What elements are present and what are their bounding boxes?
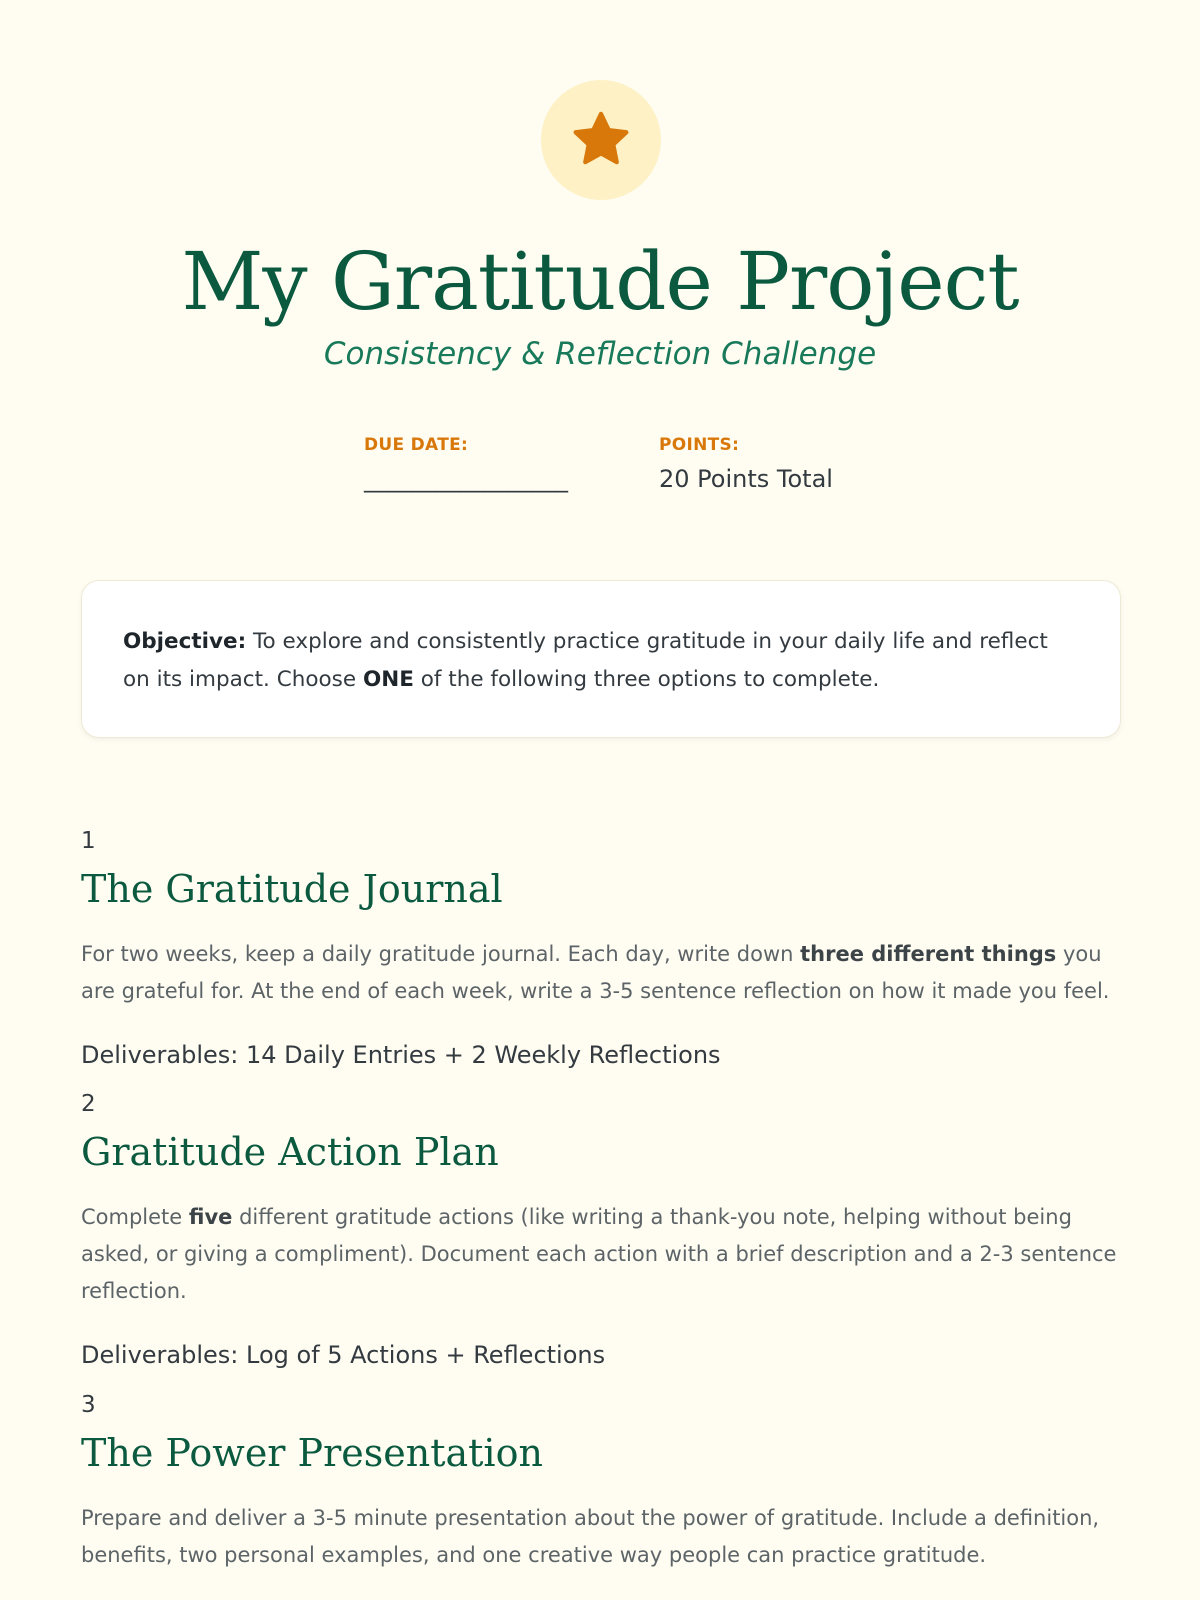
objective-emphasis: ONE	[362, 667, 414, 692]
option-number: 3	[81, 1392, 96, 1418]
due-date-label: DUE DATE:	[364, 435, 469, 455]
option-number: 2	[81, 1091, 96, 1117]
option-1	[81, 826, 1121, 1070]
option-desc-bold: three different things	[800, 942, 1057, 966]
option-desc-after: different gratitude actions (like writing a thank-you note, helping without being asked, or giving a compliment). Document each action with a brief description and a 2-3 sentence reflection.	[81, 1205, 1117, 1303]
objective-text-after: of the following three options to complete.	[413, 667, 880, 692]
page-subtitle: Consistency & Reflection Challenge	[323, 336, 877, 372]
option-desc-before: Prepare and deliver a 3-5 minute presentation about the power of gratitude. Include a definition, benefits, two personal examples, and one creative way people can practice gratitude.	[81, 1506, 1100, 1567]
option-desc-before: Complete	[81, 1205, 189, 1229]
option-description	[81, 936, 1121, 1010]
option-2	[81, 1089, 1121, 1370]
star-badge	[541, 80, 661, 200]
objective-label: Objective:	[123, 629, 247, 654]
option-deliverables: Deliverables: Log of 5 Actions + Reflections	[81, 1341, 606, 1369]
page-title: My Gratitude Project	[181, 235, 1019, 328]
points-block	[659, 434, 833, 496]
option-title: The Power Presentation	[81, 1431, 543, 1475]
points-value: 20 Points Total	[659, 465, 833, 493]
option-number: 1	[81, 828, 96, 854]
objective-text	[123, 623, 1080, 699]
option-desc-bold: five	[188, 1205, 233, 1229]
option-description	[81, 1500, 1121, 1574]
due-date-block	[364, 434, 568, 496]
due-date-value: _________________	[364, 465, 568, 493]
objective-text-before: To explore and consistently practice gratitude in your daily life and reflect on its impact. Choose	[123, 629, 1048, 692]
option-deliverables: Deliverables: 14 Daily Entries + 2 Weekly Reflections	[81, 1041, 721, 1069]
option-3	[81, 1390, 1121, 1574]
option-title: The Gratitude Journal	[81, 867, 503, 911]
objective-card	[81, 580, 1121, 738]
option-title: Gratitude Action Plan	[81, 1130, 499, 1174]
option-desc-after: you are grateful for. At the end of each week, write a 3-5 sentence reflection on how it made you feel.	[81, 942, 1110, 1003]
star-icon	[569, 108, 633, 172]
points-label: POINTS:	[659, 435, 740, 455]
option-description	[81, 1199, 1121, 1310]
option-desc-before: For two weeks, keep a daily gratitude journal. Each day, write down	[81, 942, 801, 966]
